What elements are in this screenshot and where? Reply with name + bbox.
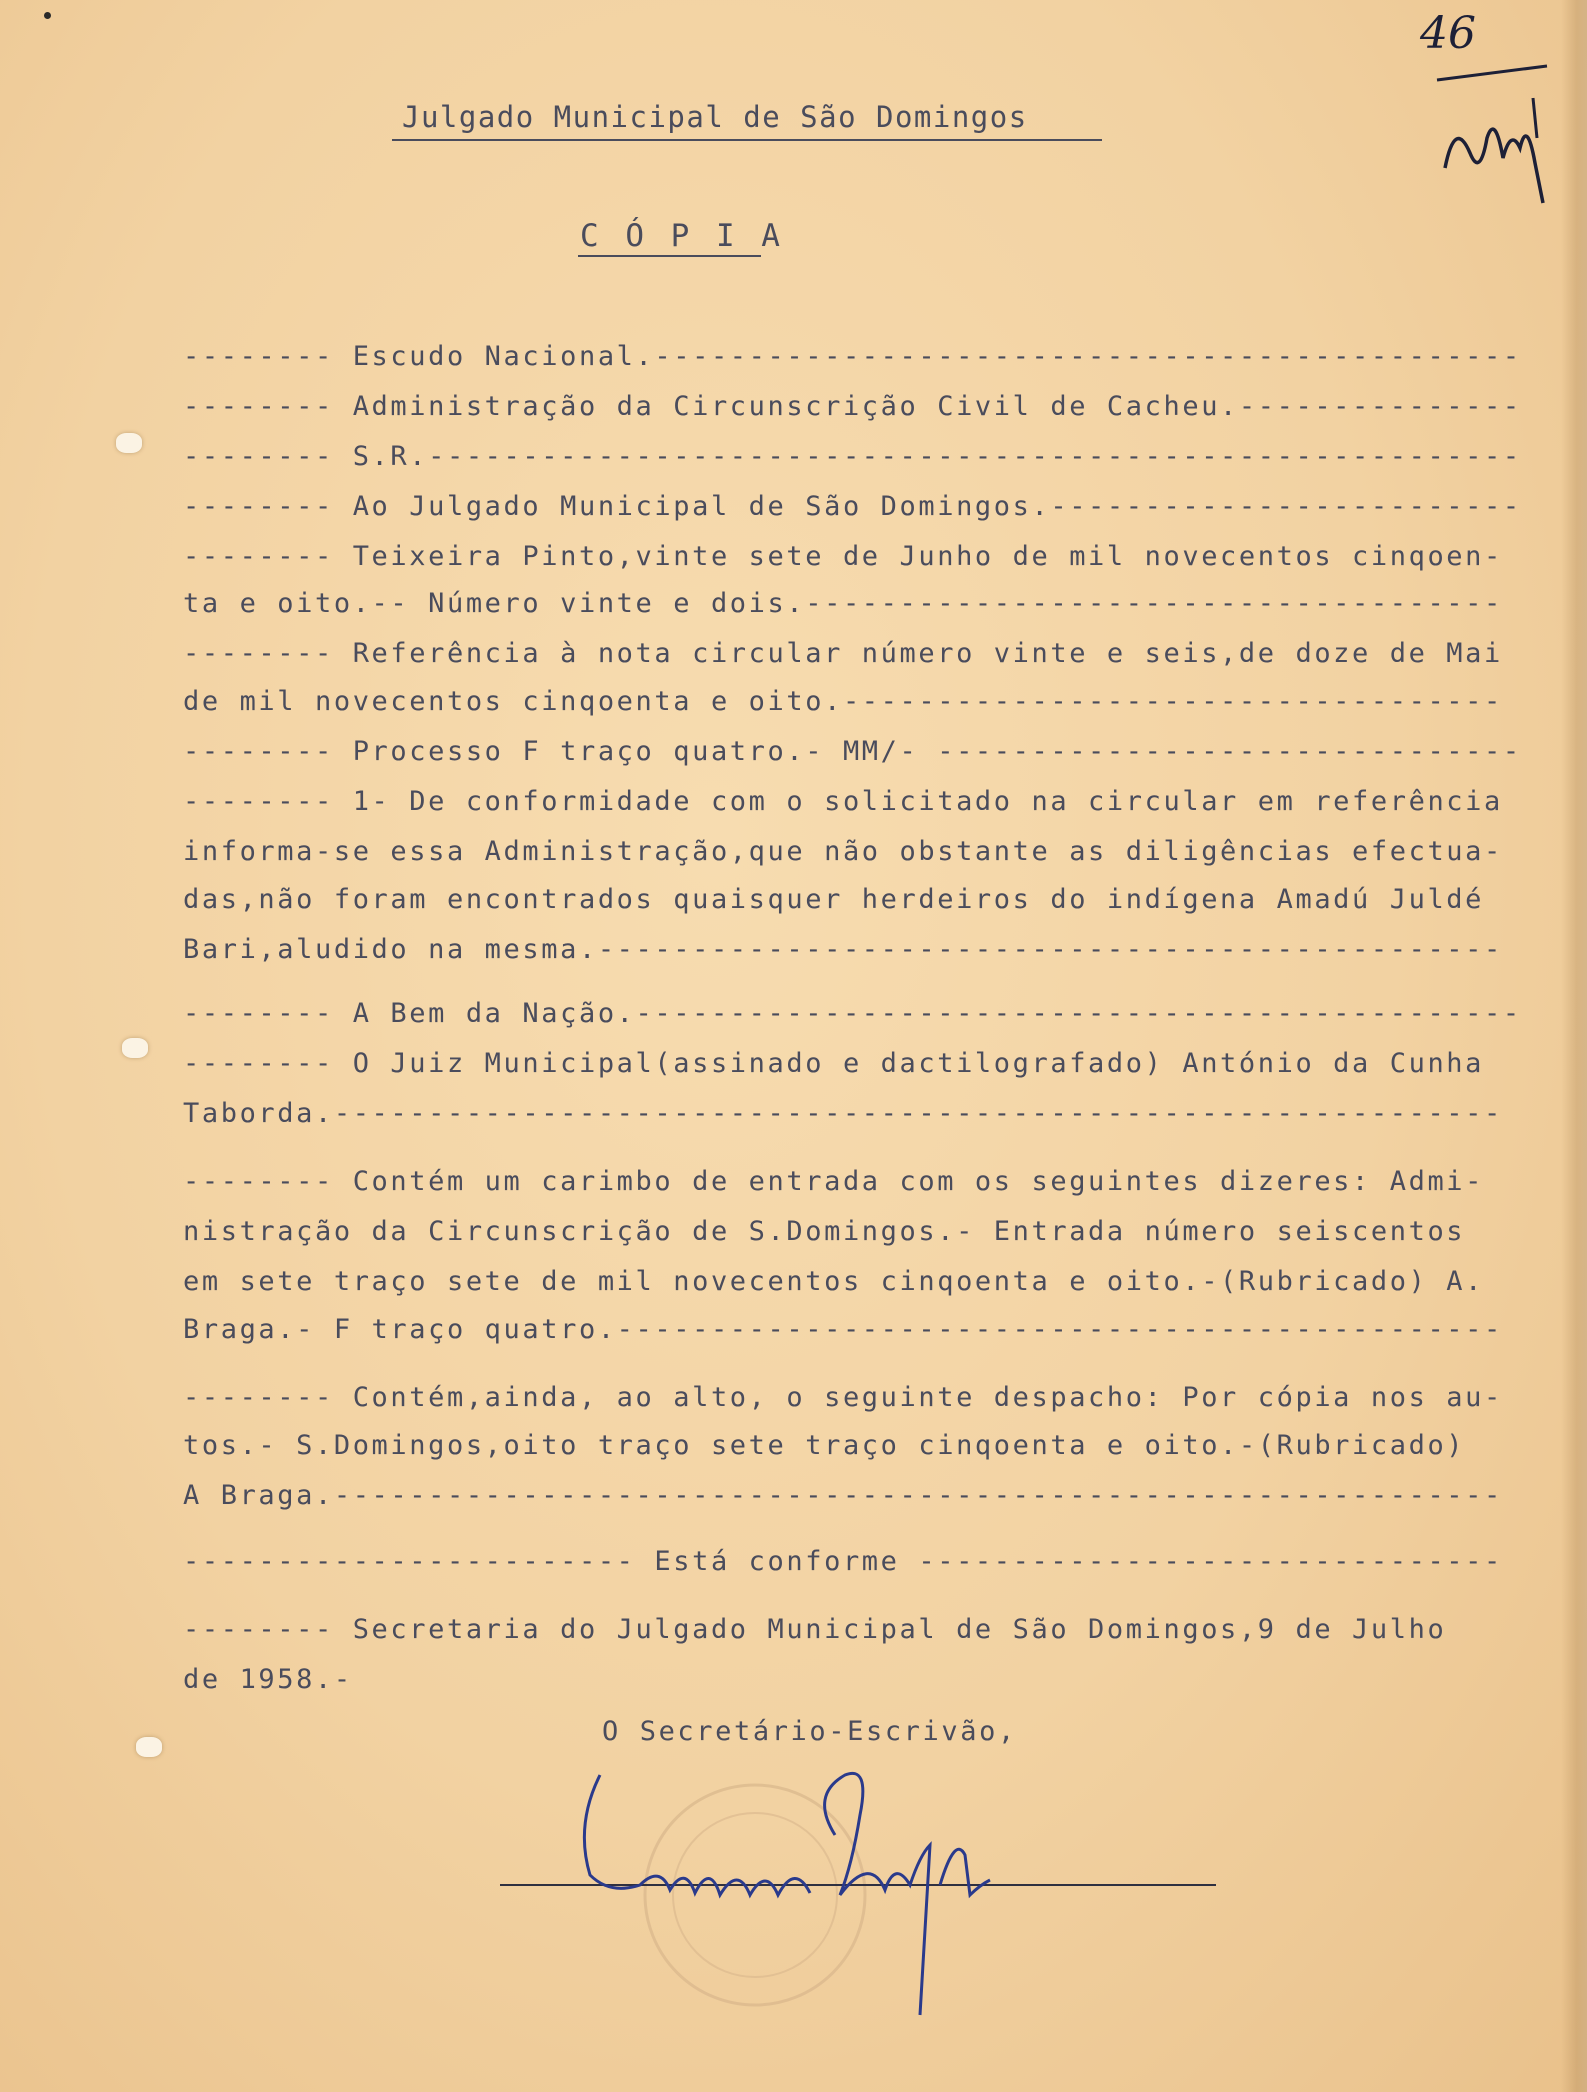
text-line: das,não foram encontrados quaisquer herdeiros do indígena Amadú Juldé [183,884,1485,915]
page-number-annotation: 46 [1420,8,1476,59]
punch-hole [122,1038,148,1058]
ink-dot [44,12,51,19]
text-line: -------- Escudo Nacional.---------------------------------------------- [183,341,1522,372]
text-line: -------- S.R.---------------------------------------------------------- [183,441,1522,472]
text-line: Bari,aludido na mesma.------------------------------------------------ [183,934,1503,965]
text-line: A Braga.-------------------------------------------------------------- [183,1480,1503,1511]
closing-line: O Secretário-Escrivão, [602,1716,1017,1747]
text-line: tos.- S.Domingos,oito traço sete traço cinqoenta e oito.-(Rubricado) [183,1430,1466,1461]
text-line: de mil novecentos cinqoenta e oito.----------------------------------- [183,686,1503,717]
text-line: -------- Ao Julgado Municipal de São Domingos.------------------------- [183,491,1522,522]
text-line: -------- 1- De conformidade com o solicitado na circular em referência [183,786,1503,817]
text-line: -------- A Bem da Nação.----------------------------------------------- [183,998,1522,1029]
text-line: ------------------------ Está conforme ------------------------------- [183,1546,1503,1577]
text-line: Taborda.-------------------------------------------------------------- [183,1098,1503,1129]
punch-hole [136,1737,162,1757]
text-line: -------- Secretaria do Julgado Municipal de São Domingos,9 de Julho [183,1614,1447,1645]
text-line: -------- Teixeira Pinto,vinte sete de Junho de mil novecentos cinqoen- [183,541,1503,572]
court-header: Julgado Municipal de São Domingos [402,100,1028,134]
title-underline [578,255,761,257]
text-line: -------- Referência à nota circular número vinte e seis,de doze de Mai [183,638,1503,669]
text-line: -------- Processo F traço quatro.- MM/- ------------------------------- [183,736,1522,767]
signature [570,1735,1050,2025]
text-line: Braga.- F traço quatro.----------------------------------------------- [183,1314,1503,1345]
text-line: de 1958.- [183,1664,353,1695]
text-line: ta e oito.-- Número vinte e dois.------------------------------------- [183,588,1503,619]
text-line: -------- Administração da Circunscrição Civil de Cacheu.--------------- [183,391,1522,422]
text-line: em sete traço sete de mil novecentos cinqoenta e oito.-(Rubricado) A. [183,1266,1485,1297]
text-line: -------- Contém um carimbo de entrada com os seguintes dizeres: Admi- [183,1166,1485,1197]
copy-title: C Ó P I A [580,218,784,254]
initials-annotation [1425,58,1565,208]
text-line: informa-se essa Administração,que não obstante as diligências efectua- [183,836,1503,867]
text-line: -------- Contém,ainda, ao alto, o seguinte despacho: Por cópia nos au- [183,1382,1503,1413]
text-line: -------- O Juiz Municipal(assinado e dactilografado) António da Cunha [183,1048,1485,1079]
text-line: nistração da Circunscrição de S.Domingos.- Entrada número seiscentos [183,1216,1466,1247]
punch-hole [116,433,142,453]
header-underline [392,139,1102,141]
paper-edge [1561,0,1587,2092]
